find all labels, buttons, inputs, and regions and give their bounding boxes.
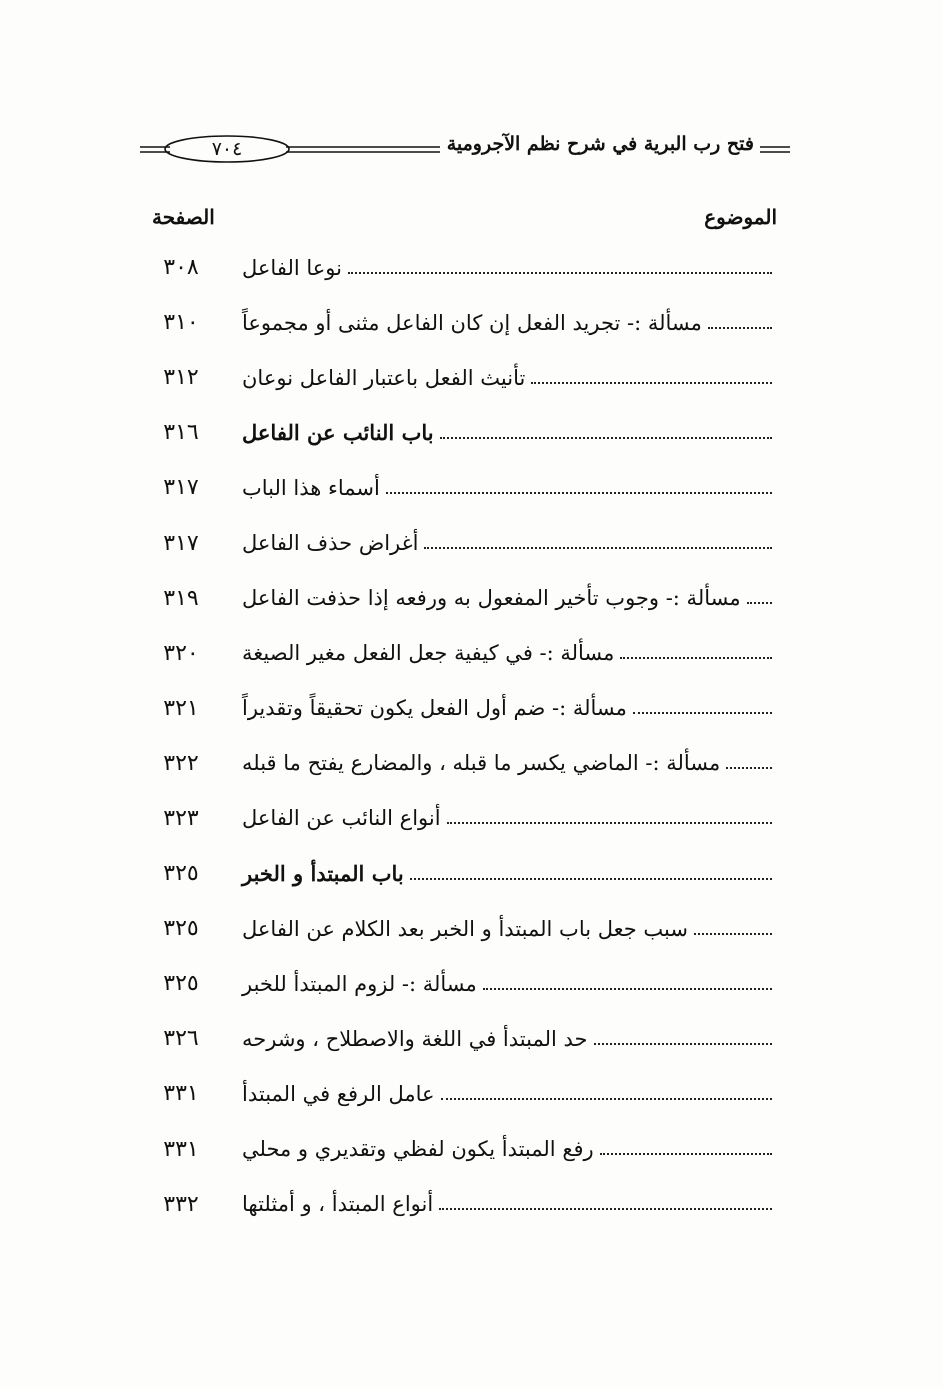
- toc-entry-title: أسماء هذا الباب: [242, 475, 380, 500]
- dot-leader: [694, 933, 772, 935]
- toc-entry-title: سبب جعل باب المبتدأ و الخبر بعد الكلام عن الفاعل: [242, 916, 688, 941]
- dot-leader: [447, 822, 772, 824]
- toc-row: [150, 1011, 778, 1066]
- toc-row: [150, 515, 778, 570]
- toc-page-number: ٣٢٥: [163, 861, 199, 887]
- page-column-heading: الصفحة: [152, 205, 215, 229]
- toc-page-number: ٣١٠: [163, 310, 199, 336]
- dot-leader: [441, 1098, 772, 1100]
- toc-entry-title: رفع المبتدأ يكون لفظي وتقديري و محلي: [242, 1137, 594, 1162]
- page-number: ٧٠٤: [211, 138, 243, 160]
- toc-page-number: ٣٢٦: [163, 1026, 199, 1052]
- dot-leader: [747, 602, 772, 604]
- toc-entry: [242, 1137, 778, 1161]
- toc-row: [150, 626, 778, 681]
- toc-entry-title: مسألة :- وجوب تأخير المفعول به ورفعه إذا حذفت الفاعل: [242, 586, 741, 611]
- toc-page-number: ٣٣١: [163, 1081, 199, 1107]
- toc-entry-title: مسألة :- الماضي يكسر ما قبله ، والمضارع يفتح ما قبله: [242, 751, 721, 776]
- toc-entry-title: تأنيث الفعل باعتبار الفاعل نوعان: [242, 365, 526, 390]
- topic-column-heading: الموضوع: [704, 205, 777, 229]
- dot-leader: [440, 437, 772, 439]
- toc-page-number: ٣٢٥: [163, 916, 199, 942]
- toc-row: [150, 571, 778, 626]
- dot-leader: [600, 1153, 772, 1155]
- toc-row: [150, 1122, 778, 1177]
- toc-page-number: ٣٢٢: [163, 750, 199, 776]
- table-of-contents: [150, 240, 778, 1232]
- toc-entry: [242, 641, 778, 665]
- toc-entry: [242, 366, 778, 390]
- toc-row: [150, 901, 778, 956]
- toc-row: [150, 791, 778, 846]
- toc-row: [150, 1177, 778, 1232]
- toc-row: [150, 405, 778, 460]
- toc-row: [150, 681, 778, 736]
- toc-page-number: ٣٢٥: [163, 971, 199, 997]
- dot-leader: [633, 712, 772, 714]
- toc-page-number: ٣١٧: [163, 475, 199, 501]
- toc-page-number: ٣٣٢: [163, 1191, 199, 1217]
- toc-entry: [242, 586, 778, 610]
- dot-leader: [410, 878, 772, 880]
- dot-leader: [483, 988, 772, 990]
- dot-leader: [620, 657, 772, 659]
- toc-page-number: ٣١٩: [163, 585, 199, 611]
- toc-entry: [242, 696, 778, 720]
- toc-entry: [242, 420, 778, 445]
- toc-row: [150, 846, 778, 901]
- toc-row: [150, 240, 778, 295]
- dot-leader: [424, 547, 772, 549]
- dot-leader: [386, 492, 772, 494]
- dot-leader: [594, 1043, 772, 1045]
- toc-row: [150, 1066, 778, 1121]
- toc-entry-title: مسألة :- في كيفية جعل الفعل مغير الصيغة: [242, 641, 615, 666]
- toc-entry: [242, 311, 778, 335]
- toc-page-number: ٣١٧: [163, 530, 199, 556]
- toc-page-number: ٣١٦: [163, 420, 199, 446]
- dot-leader: [439, 1208, 772, 1210]
- toc-entry: [242, 751, 778, 775]
- toc-entry: [242, 531, 778, 555]
- toc-entry-title: حد المبتدأ في اللغة والاصطلاح ، وشرحه: [242, 1026, 588, 1051]
- toc-entry-title: باب المبتدأ و الخبر: [242, 861, 404, 887]
- dot-leader: [531, 382, 772, 384]
- toc-row: [150, 350, 778, 405]
- toc-row: [150, 736, 778, 791]
- toc-entry-title: مسألة :- ضم أول الفعل يكون تحقيقاً وتقديراً: [242, 696, 627, 721]
- dot-leader: [348, 272, 772, 274]
- toc-entry: [242, 917, 778, 941]
- toc-entry: [242, 476, 778, 500]
- toc-entry-title: أنواع المبتدأ ، و أمثلتها: [242, 1192, 434, 1217]
- toc-entry: [242, 861, 778, 886]
- toc-entry-title: أغراض حذف الفاعل: [242, 531, 419, 556]
- toc-row: [150, 295, 778, 350]
- toc-entry-title: مسألة :- لزوم المبتدأ للخبر: [242, 971, 477, 996]
- toc-entry-title: مسألة :- تجريد الفعل إن كان الفاعل مثنى أو مجموعاً: [242, 310, 702, 335]
- page-header: [140, 128, 790, 172]
- toc-page-number: ٣١٢: [163, 365, 199, 391]
- toc-entry: [242, 1192, 778, 1216]
- toc-entry: [242, 1082, 778, 1106]
- toc-page-number: ٣٠٨: [163, 255, 199, 281]
- toc-entry-title: أنواع النائب عن الفاعل: [242, 806, 441, 831]
- toc-entry-title: عامل الرفع في المبتدأ: [242, 1081, 435, 1106]
- book-title: فتح رب البرية في شرح نظم الآجرومية: [446, 133, 754, 155]
- toc-page-number: ٣٢١: [163, 695, 199, 721]
- toc-page-number: ٣٣١: [163, 1136, 199, 1162]
- toc-page-number: ٣٢٣: [163, 805, 199, 831]
- toc-entry-title: نوعا الفاعل: [242, 255, 342, 280]
- toc-entry-title: باب النائب عن الفاعل: [242, 420, 434, 446]
- toc-page-number: ٣٢٠: [163, 640, 199, 666]
- dot-leader: [726, 767, 772, 769]
- toc-entry: [242, 1027, 778, 1051]
- toc-row: [150, 956, 778, 1011]
- dot-leader: [708, 327, 772, 329]
- toc-entry: [242, 256, 778, 280]
- toc-entry: [242, 972, 778, 996]
- toc-row: [150, 460, 778, 515]
- toc-entry: [242, 806, 778, 830]
